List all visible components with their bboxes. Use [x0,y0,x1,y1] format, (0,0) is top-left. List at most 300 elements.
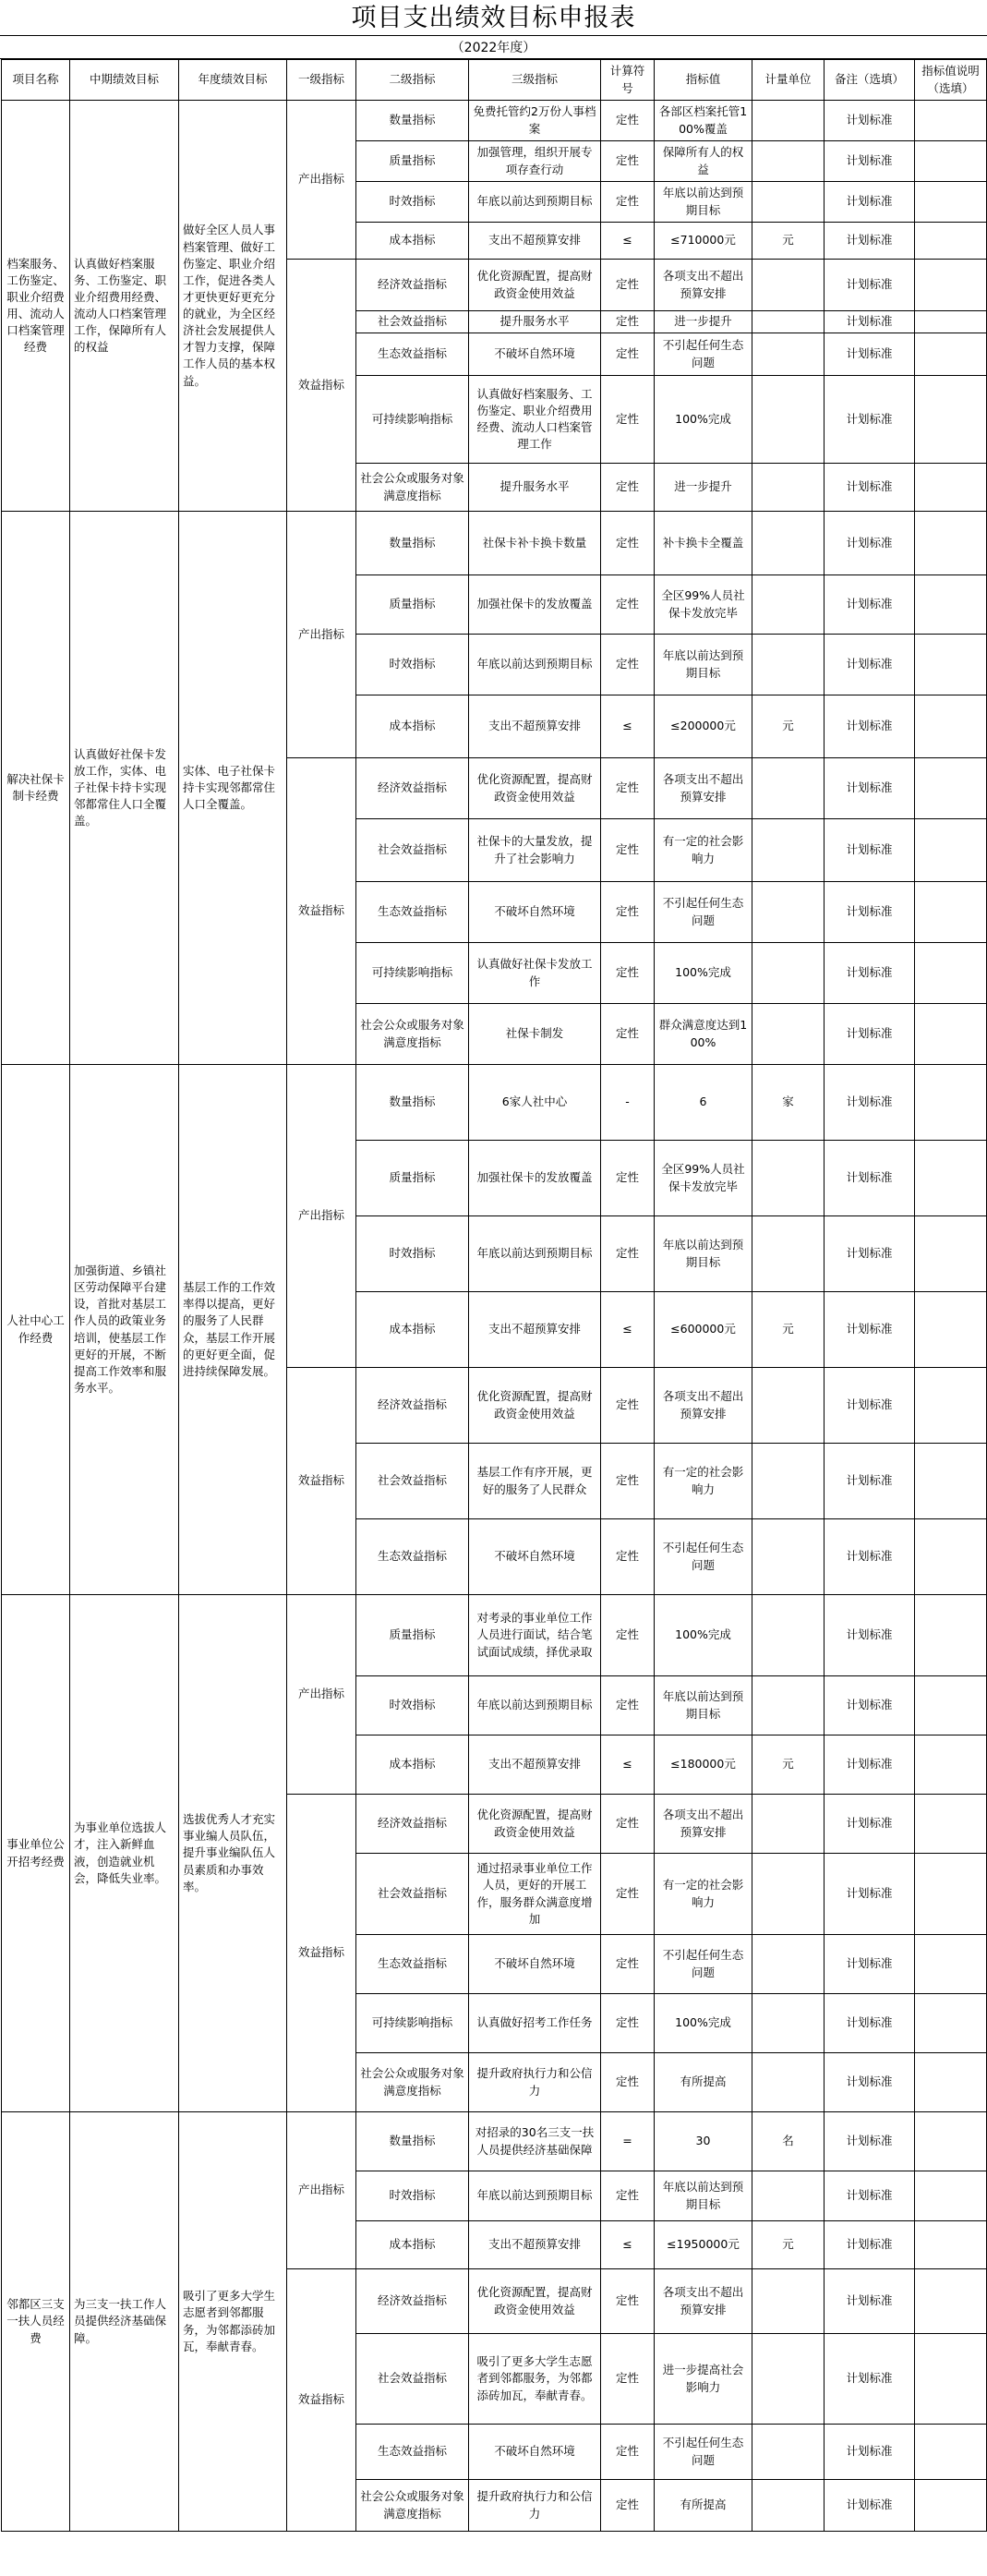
level3-indicator-cell: 年底以前达到预期目标 [469,1216,601,1292]
remark-cell: 计划标准 [825,1292,915,1368]
value-explanation-cell [915,1444,987,1519]
remark-cell: 计划标准 [825,464,915,512]
project-name-cell: 人社中心工作经费 [2,1065,70,1595]
calc-symbol-cell: 定性 [601,882,655,943]
unit-cell [752,819,825,882]
level1-indicator-cell: 效益指标 [287,758,356,1065]
indicator-value-cell: 保障所有人的权益 [655,141,752,182]
unit-cell [752,141,825,182]
value-explanation-cell [915,2480,987,2532]
unit-cell [752,2053,825,2112]
indicator-value-cell: 年底以前达到预期目标 [655,2171,752,2221]
level3-indicator-cell: 加强社保卡的发放覆盖 [469,1141,601,1216]
indicator-value-cell: 不引起任何生态问题 [655,882,752,943]
value-explanation-cell [915,2171,987,2221]
level2-indicator-cell: 时效指标 [356,2171,469,2221]
header-row [2,60,987,101]
level2-indicator-cell: 可持续影响指标 [356,943,469,1004]
indicator-value-cell: 补卡换卡全覆盖 [655,512,752,575]
remark-cell: 计划标准 [825,758,915,819]
unit-cell [752,1935,825,1994]
report-year: （2022年度） [0,35,987,59]
level3-indicator-cell: 支出不超预算安排 [469,1735,601,1795]
header-cell: 二级指标 [356,60,469,101]
remark-cell: 计划标准 [825,1676,915,1735]
value-explanation-cell [915,1676,987,1735]
indicator-value-cell: 有一定的社会影响力 [655,1854,752,1935]
value-explanation-cell [915,1292,987,1368]
level2-indicator-cell: 社会效益指标 [356,2334,469,2425]
unit-cell [752,1444,825,1519]
value-explanation-cell [915,1004,987,1065]
level2-indicator-cell: 社会公众或服务对象满意度指标 [356,1004,469,1065]
indicator-value-cell: 各项支出不超出预算安排 [655,758,752,819]
level3-indicator-cell: 提升服务水平 [469,464,601,512]
value-explanation-cell [915,635,987,695]
remark-cell: 计划标准 [825,1004,915,1065]
unit-cell: 元 [752,1735,825,1795]
level2-indicator-cell: 时效指标 [356,1216,469,1292]
calc-symbol-cell: 定性 [601,101,655,141]
level1-indicator-cell: 效益指标 [287,1368,356,1595]
indicator-value-cell: 30 [655,2112,752,2171]
remark-cell: 计划标准 [825,1368,915,1444]
unit-cell [752,1854,825,1935]
calc-symbol-cell: 定性 [601,1444,655,1519]
value-explanation-cell [915,695,987,758]
unit-cell: 元 [752,1292,825,1368]
value-explanation-cell [915,333,987,376]
level1-indicator-cell: 产出指标 [287,1065,356,1368]
indicator-value-cell: ≤710000元 [655,223,752,260]
calc-symbol-cell: 定性 [601,1141,655,1216]
level1-indicator-cell: 产出指标 [287,512,356,758]
indicator-value-cell: 100%完成 [655,1595,752,1676]
value-explanation-cell [915,2053,987,2112]
header-cell: 一级指标 [287,60,356,101]
level3-indicator-cell: 年底以前达到预期目标 [469,635,601,695]
level2-indicator-cell: 数量指标 [356,101,469,141]
calc-symbol-cell: 定性 [601,1676,655,1735]
level1-indicator-cell: 产出指标 [287,1595,356,1795]
header-cell: 指标值 [655,60,752,101]
unit-cell: 元 [752,223,825,260]
unit-cell [752,2334,825,2425]
level2-indicator-cell: 经济效益指标 [356,1795,469,1854]
value-explanation-cell [915,1519,987,1595]
level2-indicator-cell: 可持续影响指标 [356,1994,469,2053]
level3-indicator-cell: 支出不超预算安排 [469,1292,601,1368]
unit-cell: 家 [752,1065,825,1141]
unit-cell [752,1004,825,1065]
value-explanation-cell [915,182,987,223]
value-explanation-cell [915,141,987,182]
remark-cell: 计划标准 [825,223,915,260]
level3-indicator-cell: 社保卡补卡换卡数量 [469,512,601,575]
level2-indicator-cell: 生态效益指标 [356,2425,469,2480]
calc-symbol-cell: 定性 [601,2269,655,2334]
mid-term-goal-cell: 认真做好社保卡发放工作，实体、电子社保卡持卡实现邻都常住人口全覆盖。 [70,512,179,1065]
value-explanation-cell [915,819,987,882]
indicator-value-cell: ≤600000元 [655,1292,752,1368]
unit-cell [752,260,825,311]
value-explanation-cell [915,575,987,635]
level3-indicator-cell: 优化资源配置，提高财政资金使用效益 [469,1795,601,1854]
level2-indicator-cell: 经济效益指标 [356,260,469,311]
indicator-value-cell: ≤200000元 [655,695,752,758]
remark-cell: 计划标准 [825,2171,915,2221]
remark-cell: 计划标准 [825,1795,915,1854]
unit-cell [752,758,825,819]
value-explanation-cell [915,1795,987,1854]
calc-symbol-cell: 定性 [601,2053,655,2112]
unit-cell [752,101,825,141]
level3-indicator-cell: 优化资源配置，提高财政资金使用效益 [469,2269,601,2334]
level2-indicator-cell: 经济效益指标 [356,2269,469,2334]
header-cell: 计量单位 [752,60,825,101]
indicator-value-cell: 有所提高 [655,2053,752,2112]
indicator-value-cell: 不引起任何生态问题 [655,2425,752,2480]
calc-symbol-cell: 定性 [601,2334,655,2425]
level2-indicator-cell: 时效指标 [356,182,469,223]
calc-symbol-cell: 定性 [601,758,655,819]
indicator-value-cell: 群众满意度达到100% [655,1004,752,1065]
indicator-value-cell: 全区99%人员社保卡发放完毕 [655,575,752,635]
level2-indicator-cell: 数量指标 [356,512,469,575]
level3-indicator-cell: 对招录的30名三支一扶人员提供经济基础保障 [469,2112,601,2171]
level3-indicator-cell: 认真做好档案服务、工伤鉴定、职业介绍费用经费、流动人口档案管理工作 [469,376,601,464]
level2-indicator-cell: 成本指标 [356,223,469,260]
level3-indicator-cell: 年底以前达到预期目标 [469,182,601,223]
unit-cell [752,1795,825,1854]
calc-symbol-cell: 定性 [601,376,655,464]
remark-cell: 计划标准 [825,695,915,758]
level2-indicator-cell: 社会公众或服务对象满意度指标 [356,2053,469,2112]
level3-indicator-cell: 优化资源配置，提高财政资金使用效益 [469,260,601,311]
remark-cell: 计划标准 [825,2053,915,2112]
unit-cell [752,311,825,333]
level1-indicator-cell: 效益指标 [287,2269,356,2532]
header-cell: 中期绩效目标 [70,60,179,101]
level3-indicator-cell: 基层工作有序开展，更好的服务了人民群众 [469,1444,601,1519]
value-explanation-cell [915,1368,987,1444]
level3-indicator-cell: 加强社保卡的发放覆盖 [469,575,601,635]
value-explanation-cell [915,2221,987,2269]
indicator-value-cell: 不引起任何生态问题 [655,333,752,376]
level3-indicator-cell: 优化资源配置，提高财政资金使用效益 [469,758,601,819]
indicator-value-cell: 年底以前达到预期目标 [655,635,752,695]
indicator-value-cell: 进一步提升 [655,311,752,333]
remark-cell: 计划标准 [825,182,915,223]
indicator-value-cell: 各项支出不超出预算安排 [655,1368,752,1444]
level3-indicator-cell: 社保卡制发 [469,1004,601,1065]
value-explanation-cell [915,1735,987,1795]
level2-indicator-cell: 社会效益指标 [356,819,469,882]
calc-symbol-cell: ≤ [601,2221,655,2269]
unit-cell: 元 [752,2221,825,2269]
calc-symbol-cell: 定性 [601,333,655,376]
remark-cell: 计划标准 [825,882,915,943]
calc-symbol-cell: 定性 [601,464,655,512]
level2-indicator-cell: 社会效益指标 [356,1444,469,1519]
value-explanation-cell [915,758,987,819]
level2-indicator-cell: 社会公众或服务对象满意度指标 [356,464,469,512]
unit-cell [752,1595,825,1676]
remark-cell: 计划标准 [825,1735,915,1795]
mid-term-goal-cell: 为事业单位选拔人才，注入新鲜血液，创造就业机会，降低失业率。 [70,1595,179,2112]
level2-indicator-cell: 质量指标 [356,1595,469,1676]
header-cell: 项目名称 [2,60,70,101]
calc-symbol-cell: ≤ [601,223,655,260]
header-cell: 指标值说明（选填） [915,60,987,101]
unit-cell [752,2171,825,2221]
annual-goal-cell: 做好全区人员人事档案管理、做好工伤鉴定、职业介绍工作，促进各类人才更快更好更充分的就业，为全区经济社会发展提供人才智力支撑，保障工作人员的基本权益。 [179,101,287,512]
calc-symbol-cell: ≤ [601,1735,655,1795]
project-name-cell: 事业单位公开招考经费 [2,1595,70,2112]
level2-indicator-cell: 社会效益指标 [356,1854,469,1935]
remark-cell: 计划标准 [825,819,915,882]
level3-indicator-cell: 支出不超预算安排 [469,223,601,260]
remark-cell: 计划标准 [825,333,915,376]
level2-indicator-cell: 成本指标 [356,2221,469,2269]
calc-symbol-cell: 定性 [601,635,655,695]
unit-cell [752,182,825,223]
remark-cell: 计划标准 [825,1065,915,1141]
remark-cell: 计划标准 [825,1141,915,1216]
annual-goal-cell: 实体、电子社保卡持卡实现邻都常住人口全覆盖。 [179,512,287,1065]
remark-cell: 计划标准 [825,1935,915,1994]
indicator-value-cell: 6 [655,1065,752,1141]
level3-indicator-cell: 提升政府执行力和公信力 [469,2053,601,2112]
remark-cell: 计划标准 [825,376,915,464]
indicator-value-cell: 年底以前达到预期目标 [655,1216,752,1292]
unit-cell [752,1994,825,2053]
calc-symbol-cell: 定性 [601,1595,655,1676]
value-explanation-cell [915,1935,987,1994]
level3-indicator-cell: 对考录的事业单位工作人员进行面试，结合笔试面试成绩，择优录取 [469,1595,601,1676]
value-explanation-cell [915,1994,987,2053]
calc-symbol-cell: 定性 [601,1519,655,1595]
unit-cell [752,1368,825,1444]
value-explanation-cell [915,1216,987,1292]
indicator-value-cell: 各项支出不超出预算安排 [655,1795,752,1854]
remark-cell: 计划标准 [825,311,915,333]
unit-cell [752,1676,825,1735]
annual-goal-cell: 基层工作的工作效率得以提高，更好的服务了人民群众，基层工作开展的更好更全面，促进持续保障发展。 [179,1065,287,1595]
remark-cell: 计划标准 [825,943,915,1004]
calc-symbol-cell: 定性 [601,819,655,882]
value-explanation-cell [915,223,987,260]
remark-cell: 计划标准 [825,2480,915,2532]
table-row [2,2112,987,2171]
level2-indicator-cell: 成本指标 [356,695,469,758]
level1-indicator-cell: 产出指标 [287,101,356,260]
indicator-value-cell: 有所提高 [655,2480,752,2532]
level2-indicator-cell: 数量指标 [356,2112,469,2171]
unit-cell [752,882,825,943]
indicator-value-cell: 进一步提高社会影响力 [655,2334,752,2425]
value-explanation-cell [915,260,987,311]
indicator-value-cell: ≤180000元 [655,1735,752,1795]
value-explanation-cell [915,1595,987,1676]
calc-symbol-cell: 定性 [601,1368,655,1444]
level2-indicator-cell: 生态效益指标 [356,882,469,943]
value-explanation-cell [915,376,987,464]
indicator-value-cell: 进一步提升 [655,464,752,512]
indicator-value-cell: 年底以前达到预期目标 [655,1676,752,1735]
unit-cell [752,376,825,464]
value-explanation-cell [915,2334,987,2425]
unit-cell [752,512,825,575]
calc-symbol-cell: 定性 [601,512,655,575]
remark-cell: 计划标准 [825,141,915,182]
calc-symbol-cell: 定性 [601,1216,655,1292]
level3-indicator-cell: 不破坏自然环境 [469,2425,601,2480]
header-cell: 年度绩效目标 [179,60,287,101]
value-explanation-cell [915,1065,987,1141]
level2-indicator-cell: 生态效益指标 [356,1519,469,1595]
remark-cell: 计划标准 [825,2112,915,2171]
table-row [2,1595,987,1676]
level2-indicator-cell: 质量指标 [356,575,469,635]
calc-symbol-cell: 定性 [601,311,655,333]
project-name-cell: 档案服务、工伤鉴定、职业介绍费用、流动人口档案管理经费 [2,101,70,512]
level2-indicator-cell: 社会公众或服务对象满意度指标 [356,2480,469,2532]
calc-symbol-cell: 定性 [601,141,655,182]
level3-indicator-cell: 不破坏自然环境 [469,333,601,376]
value-explanation-cell [915,512,987,575]
level3-indicator-cell: 加强管理，组织开展专项存查行动 [469,141,601,182]
level2-indicator-cell: 数量指标 [356,1065,469,1141]
calc-symbol-cell: 定性 [601,2171,655,2221]
level1-indicator-cell: 产出指标 [287,2112,356,2269]
indicator-value-cell: 不引起任何生态问题 [655,1519,752,1595]
level2-indicator-cell: 时效指标 [356,1676,469,1735]
level2-indicator-cell: 时效指标 [356,635,469,695]
unit-cell [752,635,825,695]
indicator-value-cell: 100%完成 [655,376,752,464]
indicator-value-cell: 全区99%人员社保卡发放完毕 [655,1141,752,1216]
indicator-value-cell: 有一定的社会影响力 [655,819,752,882]
calc-symbol-cell: 定性 [601,1795,655,1854]
level3-indicator-cell: 认真做好社保卡发放工作 [469,943,601,1004]
calc-symbol-cell: 定性 [601,1004,655,1065]
header-cell: 备注（选填） [825,60,915,101]
level3-indicator-cell: 不破坏自然环境 [469,1935,601,1994]
level2-indicator-cell: 可持续影响指标 [356,376,469,464]
unit-cell [752,1216,825,1292]
level3-indicator-cell: 吸引了更多大学生志愿者到邻都服务，为邻都添砖加瓦，奉献青春。 [469,2334,601,2425]
indicator-value-cell: 100%完成 [655,943,752,1004]
annual-goal-cell: 吸引了更多大学生志愿者到邻都服务，为邻都添砖加瓦，奉献青春。 [179,2112,287,2532]
indicator-value-cell: 各项支出不超出预算安排 [655,260,752,311]
indicator-value-cell: 有一定的社会影响力 [655,1444,752,1519]
level2-indicator-cell: 质量指标 [356,1141,469,1216]
indicator-value-cell: 100%完成 [655,1994,752,2053]
calc-symbol-cell: 定性 [601,182,655,223]
unit-cell [752,1141,825,1216]
level3-indicator-cell: 6家人社中心 [469,1065,601,1141]
unit-cell [752,464,825,512]
table-row [2,101,987,141]
value-explanation-cell [915,943,987,1004]
level2-indicator-cell: 经济效益指标 [356,1368,469,1444]
level2-indicator-cell: 经济效益指标 [356,758,469,819]
mid-term-goal-cell: 为三支一扶工作人员提供经济基础保障。 [70,2112,179,2532]
value-explanation-cell [915,1854,987,1935]
level3-indicator-cell: 年底以前达到预期目标 [469,1676,601,1735]
value-explanation-cell [915,882,987,943]
calc-symbol-cell: ≤ [601,695,655,758]
value-explanation-cell [915,311,987,333]
remark-cell: 计划标准 [825,2425,915,2480]
annual-goal-cell: 选拔优秀人才充实事业编人员队伍，提升事业编队伍人员素质和办事效率。 [179,1595,287,2112]
level2-indicator-cell: 成本指标 [356,1735,469,1795]
remark-cell: 计划标准 [825,512,915,575]
level3-indicator-cell: 不破坏自然环境 [469,1519,601,1595]
project-name-cell: 邻都区三支一扶人员经费 [2,2112,70,2532]
remark-cell: 计划标准 [825,635,915,695]
calc-symbol-cell: 定性 [601,943,655,1004]
remark-cell: 计划标准 [825,2221,915,2269]
indicator-value-cell: ≤1950000元 [655,2221,752,2269]
level1-indicator-cell: 效益指标 [287,1795,356,2112]
calc-symbol-cell: = [601,2112,655,2171]
table-row [2,1065,987,1141]
unit-cell: 名 [752,2112,825,2171]
remark-cell: 计划标准 [825,1216,915,1292]
mid-term-goal-cell: 认真做好档案服务、工伤鉴定、职业介绍费用经费、流动人口档案管理工作，保障所有人的权益 [70,101,179,512]
calc-symbol-cell: 定性 [601,2425,655,2480]
value-explanation-cell [915,101,987,141]
remark-cell: 计划标准 [825,1519,915,1595]
calc-symbol-cell: 定性 [601,1935,655,1994]
indicator-value-cell: 各部区档案托管100%覆盖 [655,101,752,141]
level2-indicator-cell: 社会效益指标 [356,311,469,333]
unit-cell [752,2269,825,2334]
unit-cell [752,943,825,1004]
level3-indicator-cell: 免费托管约2万份人事档案 [469,101,601,141]
indicator-value-cell: 不引起任何生态问题 [655,1935,752,1994]
remark-cell: 计划标准 [825,260,915,311]
value-explanation-cell [915,2425,987,2480]
project-name-cell: 解决社保卡制卡经费 [2,512,70,1065]
calc-symbol-cell: 定性 [601,260,655,311]
report-title: 项目支出绩效目标申报表 [351,4,636,32]
calc-symbol-cell: 定性 [601,2480,655,2532]
level3-indicator-cell: 认真做好招考工作任务 [469,1994,601,2053]
calc-symbol-cell: ≤ [601,1292,655,1368]
unit-cell [752,2425,825,2480]
level3-indicator-cell: 支出不超预算安排 [469,2221,601,2269]
header-cell: 计算符号 [601,60,655,101]
level1-indicator-cell: 效益指标 [287,260,356,512]
remark-cell: 计划标准 [825,1854,915,1935]
remark-cell: 计划标准 [825,101,915,141]
unit-cell [752,1519,825,1595]
level3-indicator-cell: 优化资源配置，提高财政资金使用效益 [469,1368,601,1444]
level3-indicator-cell: 提升政府执行力和公信力 [469,2480,601,2532]
table-body [2,60,987,2532]
remark-cell: 计划标准 [825,1595,915,1676]
calc-symbol-cell: 定性 [601,1994,655,2053]
level3-indicator-cell: 通过招录事业单位工作人员，更好的开展工作，服务群众满意度增加 [469,1854,601,1935]
level3-indicator-cell: 社保卡的大量发放，提升了社会影响力 [469,819,601,882]
mid-term-goal-cell: 加强街道、乡镇社区劳动保障平台建设，首批对基层工作人员的政策业务培训，使基层工作更好的开展，不断提高工作效率和服务水平。 [70,1065,179,1595]
level3-indicator-cell: 年底以前达到预期目标 [469,2171,601,2221]
remark-cell: 计划标准 [825,1994,915,2053]
calc-symbol-cell: 定性 [601,1854,655,1935]
